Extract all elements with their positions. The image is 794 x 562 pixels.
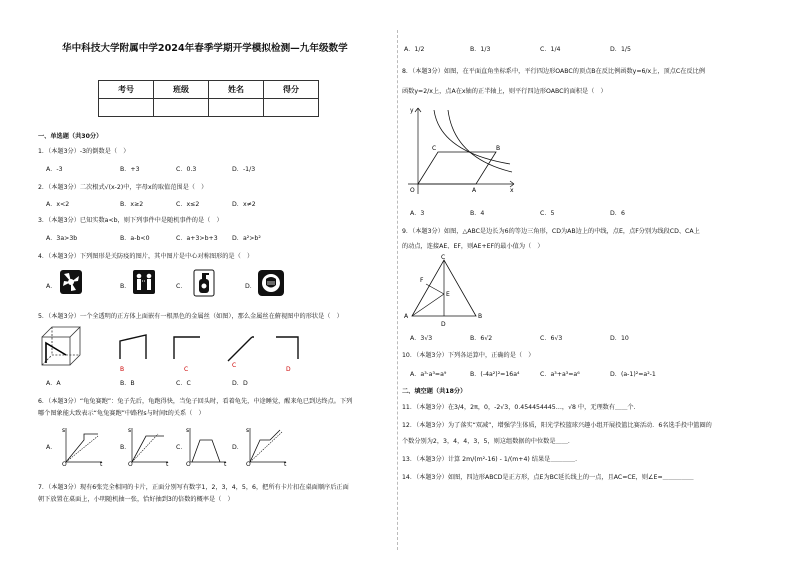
q14-stem[interactable]: 14．（本题3分）如图，四边形ABCD是正方形，点E为BC延长线上的一点，且AC=CE，则∠E=＿＿＿＿＿ — [402, 474, 694, 481]
q9-f-label: F — [420, 277, 424, 284]
q5-option-d[interactable]: D．D — [232, 380, 248, 387]
q5-label-c2: C — [232, 362, 237, 369]
q8-o-label: O — [410, 187, 415, 194]
q6-graph-b — [128, 426, 170, 466]
q5-option-c-figure — [172, 333, 202, 363]
q6-option-b[interactable]: B． — [120, 444, 131, 451]
q3-option-c[interactable]: C．a+3>b+3 — [176, 235, 218, 242]
q9-a-label: A — [404, 313, 409, 320]
q7-option-b[interactable]: B．1/3 — [470, 46, 491, 53]
q9-stem-line2: 的动点，连接AE、EF，则AE+EF的最小值为（ ） — [402, 243, 544, 250]
q5-cube-figure — [40, 325, 82, 369]
q4-option-c[interactable]: C． — [176, 283, 187, 290]
score-header-class: 班级 — [154, 81, 209, 99]
q2-option-c[interactable]: C．x≤2 — [176, 201, 200, 208]
score-cell-name[interactable] — [209, 99, 264, 117]
q8-option-a[interactable]: A．3 — [410, 210, 425, 217]
q10-option-d[interactable]: D．(a-1)²=a²-1 — [610, 371, 656, 378]
q5-option-b[interactable]: B．B — [120, 380, 135, 387]
q3-option-b[interactable]: B．a-b<0 — [120, 235, 150, 242]
q6d-s-label: s — [246, 427, 250, 434]
q6b-origin: O — [128, 461, 133, 468]
q9-b-label: B — [478, 313, 483, 320]
q9-d-label: D — [441, 321, 446, 328]
q6c-origin: O — [186, 461, 191, 468]
q4-image-a-fan-icon — [60, 270, 82, 294]
q8-stem-line2: 函数y=2/x上，点A在x轴的正半轴上，则平行四边形OABC的面积是（ ） — [402, 88, 607, 95]
q6b-s-label: s — [128, 427, 132, 434]
q3-option-a[interactable]: A．3a>3b — [46, 235, 78, 242]
q6b-t-label: t — [166, 461, 169, 468]
q7-option-d[interactable]: D．1/5 — [610, 46, 631, 53]
q8-stem-line1: 8．（本题3分）如图，在平面直角坐标系中，平行四边形OABC的顶点B在反比例函数y=6/x上，顶点C在反比例 — [402, 68, 706, 75]
q10-stem: 10．（本题3分）下列各运算中，正确的是（ ） — [402, 352, 535, 359]
q5-label-c: C — [184, 366, 189, 373]
q7-stem-line2: 朝下放置在桌面上，小明随机抽一张，恰好抽到3的倍数的概率是（ ） — [38, 496, 234, 503]
q7-option-c[interactable]: C．1/4 — [540, 46, 561, 53]
q6-graph-d — [246, 426, 288, 466]
q9-c-label: C — [441, 254, 446, 261]
q4-option-a[interactable]: A． — [46, 283, 57, 290]
q6-graph-c — [186, 426, 228, 466]
q5-option-e-figure — [274, 333, 304, 363]
score-cell-id[interactable] — [99, 99, 154, 117]
q9-e-label: E — [446, 291, 450, 298]
q13-stem[interactable]: 13．（本题3分）计算 2m/(m²-16) - 1/(m+4) 结果是＿＿＿＿． — [402, 456, 582, 463]
score-table — [98, 80, 319, 117]
q12-stem-line1: 12．（本题3分）为了落实“双减”，增强学生体质，阳光学校篮球兴趣小组开展投篮比赛活动．6名选手投中篮圈的 — [402, 422, 712, 429]
q2-stem: 2．（本题3分）二次根式√(x-2)中，字母x的取值范围是（ ） — [38, 184, 208, 191]
q5-label-d: D — [286, 366, 291, 373]
q10-option-a[interactable]: A．a³·a³=a⁹ — [410, 371, 447, 378]
column-divider — [397, 30, 398, 550]
q6-stem-line2: 哪个图象能大致表示“龟兔赛跑”中路程s与时间t的关系（ ） — [38, 410, 205, 417]
q5-option-b-figure — [118, 333, 148, 363]
q10-option-c[interactable]: C．a³+a³=a⁶ — [540, 371, 580, 378]
q6c-s-label: s — [186, 427, 190, 434]
q11-stem: 11．（本题3分）在3/4，2π，0，-2√3，0.454454445…，√8 中，无理数有＿＿个. — [402, 404, 636, 411]
q1-option-b[interactable]: B．+3 — [120, 166, 140, 173]
section-2-heading: 二、填空题（共18分） — [402, 388, 467, 395]
q5-stem: 5．（本题3分）一个全透明的正方体上面嵌有一根黑色的金属丝（如图），那么金属丝在俯视图中的形状是（ ） — [38, 313, 343, 320]
q6a-t-label: t — [100, 461, 103, 468]
q1-option-a[interactable]: A．-3 — [46, 166, 63, 173]
q12-stem-line2: 个数分别为2，3，4，4，3，5，则这组数据的中位数是＿＿． — [402, 438, 575, 445]
q1-stem: 1．（本题3分）-3的倒数是（ ） — [38, 148, 130, 155]
q6d-origin: O — [246, 461, 251, 468]
score-header-score: 得分 — [264, 81, 319, 99]
q7-option-a[interactable]: A．1/2 — [404, 46, 425, 53]
q1-option-c[interactable]: C．0.3 — [176, 166, 197, 173]
q4-option-d[interactable]: D． — [245, 283, 256, 290]
q2-option-d[interactable]: D．x≠2 — [232, 201, 256, 208]
q5-option-a[interactable]: A．A — [46, 380, 61, 387]
q6c-t-label: t — [224, 461, 227, 468]
q2-option-b[interactable]: B．x≥2 — [120, 201, 144, 208]
q3-stem: 3．（本题3分）已知实数a<b，则下列事件中是随机事件的是（ ） — [38, 217, 223, 224]
q4-image-b-people-icon — [133, 270, 155, 294]
q4-image-c-sanitizer-icon — [194, 270, 214, 296]
q5-option-d-figure — [226, 333, 256, 363]
q6-option-d[interactable]: D． — [232, 444, 243, 451]
q7-stem-line1: 7．（本题3分）现有6张完全相同的卡片，正面分别写有数字1，2，3，4，5，6，把所有卡片扣在桌面顺序后正面 — [38, 484, 349, 491]
q8-option-c[interactable]: C．5 — [540, 210, 555, 217]
q10-option-b[interactable]: B．(-4a²)²=16a⁴ — [470, 371, 520, 378]
q6-stem-line1: 6．（本题3分）“龟兔赛跑”：兔子先后，龟跑得快，当兔子回头时，看着龟先，中途睡觉，醒来龟已到达终点。下列 — [38, 398, 353, 405]
q4-option-b[interactable]: B． — [120, 283, 131, 290]
exam-title: 华中科技大学附属中学2024年春季学期开学模拟检测—九年级数学 — [62, 43, 348, 54]
q6-option-c[interactable]: C． — [176, 444, 187, 451]
q8-a-label: A — [472, 187, 477, 194]
q9-figure — [402, 254, 492, 328]
q1-option-d[interactable]: D．-1/3 — [232, 166, 256, 173]
q6-graph-a — [62, 426, 104, 466]
score-header-id: 考号 — [99, 81, 154, 99]
q9-option-c[interactable]: C．6√3 — [540, 335, 563, 342]
q8-figure — [404, 106, 516, 198]
q6a-origin: O — [62, 461, 67, 468]
q9-option-a[interactable]: A．3√3 — [410, 335, 433, 342]
score-cell-class[interactable] — [154, 99, 209, 117]
score-header-name: 姓名 — [209, 81, 264, 99]
q6d-t-label: t — [284, 461, 287, 468]
score-cell-score[interactable] — [264, 99, 319, 117]
q8-b-label: B — [496, 145, 501, 152]
q8-option-d[interactable]: D．6 — [610, 210, 625, 217]
q8-x-label: x — [510, 187, 514, 194]
q5-label-b: B — [120, 366, 125, 373]
q4-stem: 4．（本题3分）下列图形是关防疫的图片，其中图片是中心对称图形的是（ ） — [38, 253, 254, 260]
q5-option-c[interactable]: C．C — [176, 380, 191, 387]
q8-c-label: C — [432, 145, 437, 152]
q6a-s-label: s — [62, 427, 66, 434]
q2-option-a[interactable]: A．x<2 — [46, 201, 70, 208]
q9-option-b[interactable]: B．6√2 — [470, 335, 493, 342]
q4-image-d-mask-icon — [258, 270, 284, 296]
q8-y-label: y — [410, 107, 414, 114]
section-1-heading: 一、单选题（共30分） — [38, 133, 103, 140]
q8-option-b[interactable]: B．4 — [470, 210, 485, 217]
q9-option-d[interactable]: D．10 — [610, 335, 629, 342]
q3-option-d[interactable]: D．a²>b² — [232, 235, 261, 242]
q6-option-a[interactable]: A． — [46, 444, 57, 451]
q9-stem-line1: 9．（本题3分）如图，△ABC是边长为6的等边三角形，CD为AB边上的中线，点E，点F分别为线段CD、CA上 — [402, 228, 700, 235]
